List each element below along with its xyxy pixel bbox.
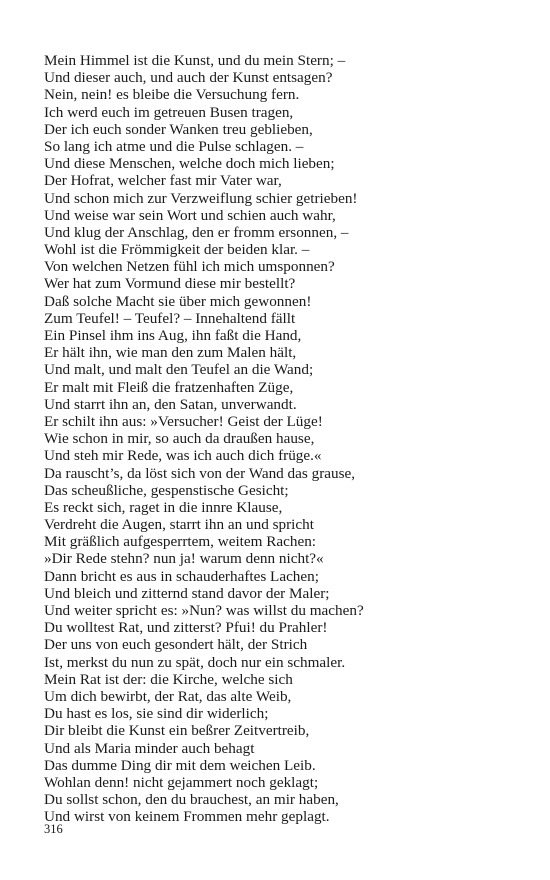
poem-line: Ich werd euch im getreuen Busen tragen, (44, 103, 294, 121)
poem-line: Verdreht die Augen, starrt ihn an und spricht (44, 516, 314, 534)
poem-line: Du hast es los, sie sind dir widerlich; (44, 705, 269, 723)
poem-line: Und bleich und zitternd stand davor der Maler; (44, 584, 330, 602)
poem-line: Ein Pinsel ihm ins Aug, ihn faßt die Hand, (44, 327, 302, 344)
poem-line: Wie schon in mir, so auch da draußen hause, (44, 430, 315, 448)
poem-line: Du wolltest Rat, und zitterst? Pfui! du Prahler! (44, 619, 328, 637)
poem-line: Dir bleibt die Kunst ein beßrer Zeitvertreib, (44, 722, 310, 740)
poem-line: Es reckt sich, raget in die innre Klause, (44, 498, 283, 516)
poem-line: Und malt, und malt den Teufel an die Wand; (44, 361, 314, 379)
poem-line: Das dumme Ding dir mit dem weichen Leib. (44, 756, 316, 774)
poem-line: Um dich bewirbt, der Rat, das alte Weib, (44, 687, 292, 705)
poem-line: Wohlan denn! nicht gejammert noch geklagt; (44, 773, 319, 791)
poem-line: Er malt mit Fleiß die fratzenhaften Züge, (44, 378, 294, 396)
poem-line: Zum Teufel! – Teufel? – Innehaltend fällt (44, 309, 296, 327)
poem-line: Und wirst von keinem Frommen mehr geplagt. (44, 808, 330, 826)
poem-line: Mit gräßlich aufgesperrtem, weitem Rachen: (44, 533, 317, 551)
poem-line: Der ich euch sonder Wanken treu geblieben, (44, 120, 313, 138)
poem-line: Er hält ihn, wie man den zum Malen hält, (44, 344, 297, 362)
poem-line: Und weiter spricht es: »Nun? was willst du machen? (44, 602, 364, 619)
poem-line: Und schon mich zur Verzweiflung schier getrieben! (44, 189, 358, 207)
poem-line: Und klug der Anschlag, den er fromm ersonnen, – (44, 223, 349, 241)
poem-line: Und weise war sein Wort und schien auch wahr, (44, 206, 336, 224)
poem-line: Wohl ist die Frömmigkeit der beiden klar. – (44, 241, 310, 259)
poem-line: Der Hofrat, welcher fast mir Vater war, (44, 172, 282, 190)
poem-line: Das scheußliche, gespenstische Gesicht; (44, 481, 289, 499)
page-number: 316 (44, 822, 63, 836)
poem-line: Ist, merkst du nun zu spät, doch nur ein schmaler. (44, 653, 346, 671)
poem-line: So lang ich atme und die Pulse schlagen. – (44, 137, 304, 155)
poem-line: Du sollst schon, den du brauchest, an mir haben, (44, 791, 339, 809)
poem-line: Und starrt ihn an, den Satan, unverwandt. (44, 395, 297, 413)
poem-line: Dann bricht es aus in schauderhaftes Lachen; (44, 567, 319, 585)
poem-line: Da rauscht’s, da löst sich von der Wand das grause, (44, 464, 356, 482)
poem-line: Daß solche Macht sie über mich gewonnen! (44, 292, 312, 310)
poem-line: Und als Maria minder auch behagt (44, 739, 255, 757)
poem-line: Und diese Menschen, welche doch mich lieben; (44, 155, 335, 173)
poem-line: Und dieser auch, und auch der Kunst entsagen? (44, 69, 333, 87)
poem-line: Nein, nein! es bleibe die Versuchung fern. (44, 86, 300, 104)
poem-line: Mein Rat ist der: die Kirche, welche sich (44, 670, 293, 688)
poem-line: Von welchen Netzen fühl ich mich umsponnen? (44, 258, 335, 276)
poem-line: Mein Himmel ist die Kunst, und du mein Stern; – (44, 52, 346, 69)
poem-line: Wer hat zum Vormund diese mir bestellt? (44, 275, 296, 293)
poem-line: Er schilt ihn aus: »Versucher! Geist der Lüge! (44, 412, 323, 430)
poem-text (44, 52, 514, 825)
poem-line: Der uns von euch gesondert hält, der Strich (44, 636, 308, 654)
poem-line: »Dir Rede stehn? nun ja! warum denn nicht?« (44, 550, 324, 568)
poem-line: Und steh mir Rede, was ich auch dich früge.« (44, 447, 322, 465)
